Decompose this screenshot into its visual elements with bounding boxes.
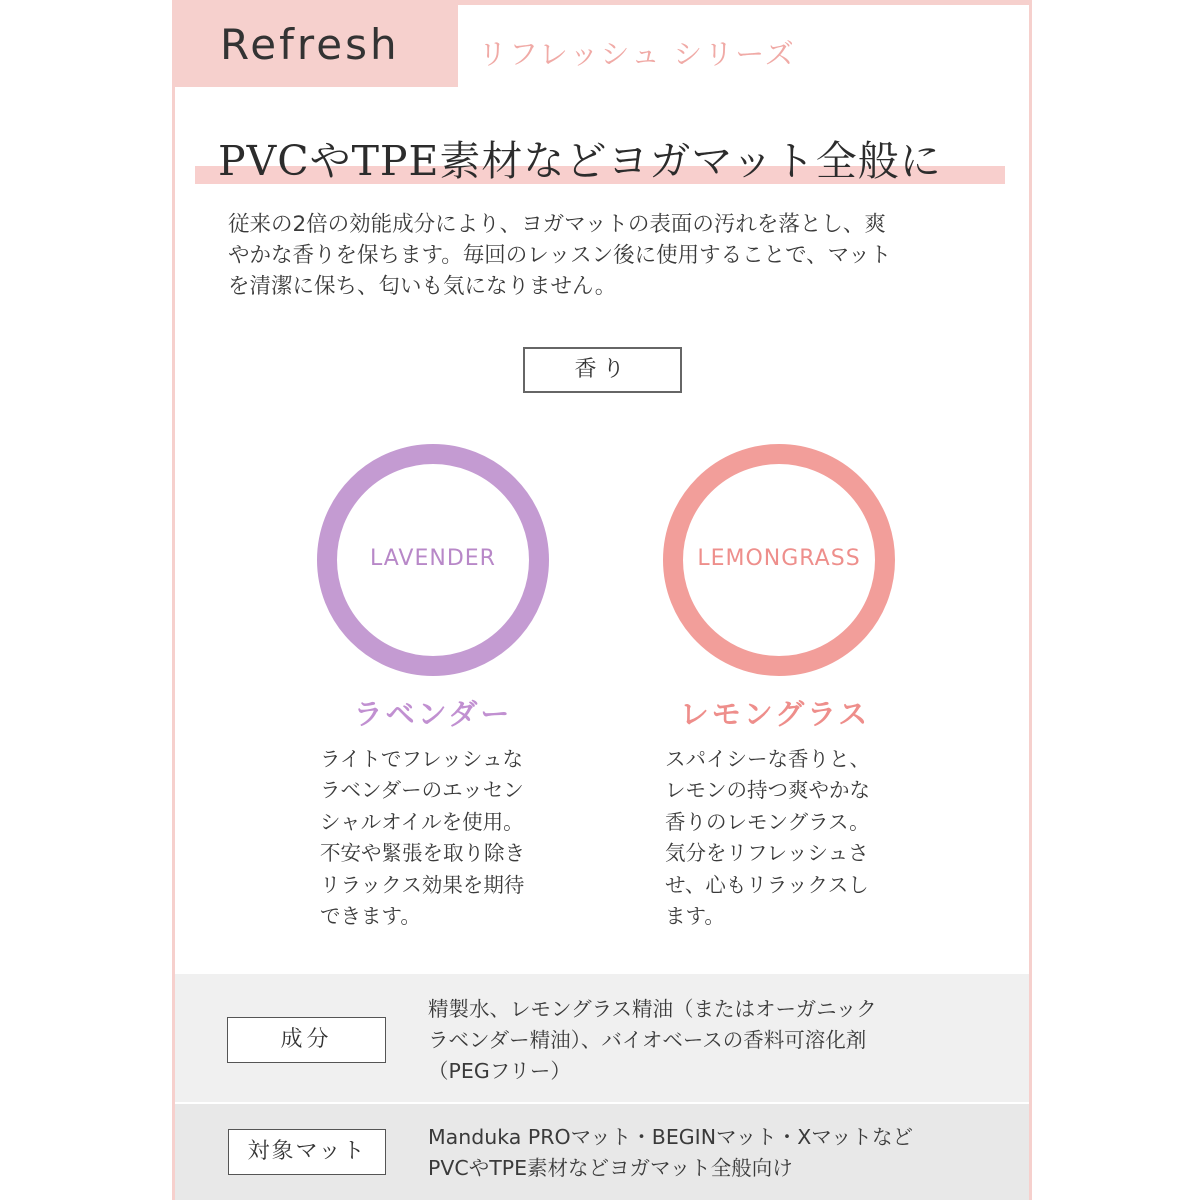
intro-line: を清潔に保ち、匂いも気になりません。 (228, 274, 617, 299)
target-mat-value (428, 1122, 1018, 1184)
lemongrass-desc-line: 香りのレモングラス。 (665, 809, 870, 834)
lavender-desc-line: ラベンダーのエッセン (320, 778, 524, 803)
lavender-desc-line: シャルオイルを使用。 (320, 809, 524, 834)
ingredients-line: ラベンダー精油）、バイオベースの香料可溶化剤 (428, 1028, 867, 1052)
ingredients-value (428, 994, 1018, 1087)
lemongrass-desc-line: ます。 (665, 904, 725, 929)
lavender-desc-line: ライトでフレッシュな (320, 747, 523, 771)
lemongrass-desc-line: レモンの持つ爽やかな (665, 778, 870, 803)
intro-line: やかな香りを保ちます。毎回のレッスン後に使用することで、マット (228, 243, 892, 268)
target-mat-line: PVCやTPE素材などヨガマット全般向け (428, 1156, 793, 1180)
series-title-en: Refresh (220, 20, 400, 69)
ingredients-line: （PEGフリー） (428, 1059, 571, 1083)
ingredients-label: 成分 (227, 1017, 386, 1063)
headline: PVCやTPE素材などヨガマット全般に (218, 137, 942, 185)
lavender-desc-line: リラックス効果を期待 (320, 872, 525, 897)
lemongrass-ring-label: LEMONGRASS (697, 546, 861, 571)
intro-text (228, 209, 988, 302)
lavender-ring-label: LAVENDER (370, 546, 496, 571)
lemongrass-desc-line: せ、心もリラックスし (665, 872, 869, 897)
lemongrass-desc-line: 気分をリフレッシュさ (665, 841, 869, 866)
ingredients-line: 精製水、レモングラス精油（またはオーガニック (428, 997, 877, 1021)
target-mat-label: 対象マット (228, 1129, 386, 1175)
lemongrass-name: レモングラス (679, 697, 871, 731)
lemongrass-description (665, 744, 905, 932)
lemongrass-desc-line: スパイシーな香りと、 (665, 747, 870, 771)
lavender-desc-line: 不安や緊張を取り除き (320, 841, 525, 866)
series-title-jp: リフレッシュ シリーズ (478, 37, 796, 71)
target-mat-line: Manduka PROマット・BEGINマット・Xマットなど (428, 1125, 913, 1149)
lavender-description (320, 744, 560, 932)
scent-section-label: 香り (523, 347, 682, 393)
lavender-name: ラベンダー (353, 697, 513, 731)
intro-line: 従来の2倍の効能成分により、ヨガマットの表面の汚れを落とし、爽 (228, 212, 886, 237)
lavender-desc-line: できます。 (320, 904, 421, 929)
